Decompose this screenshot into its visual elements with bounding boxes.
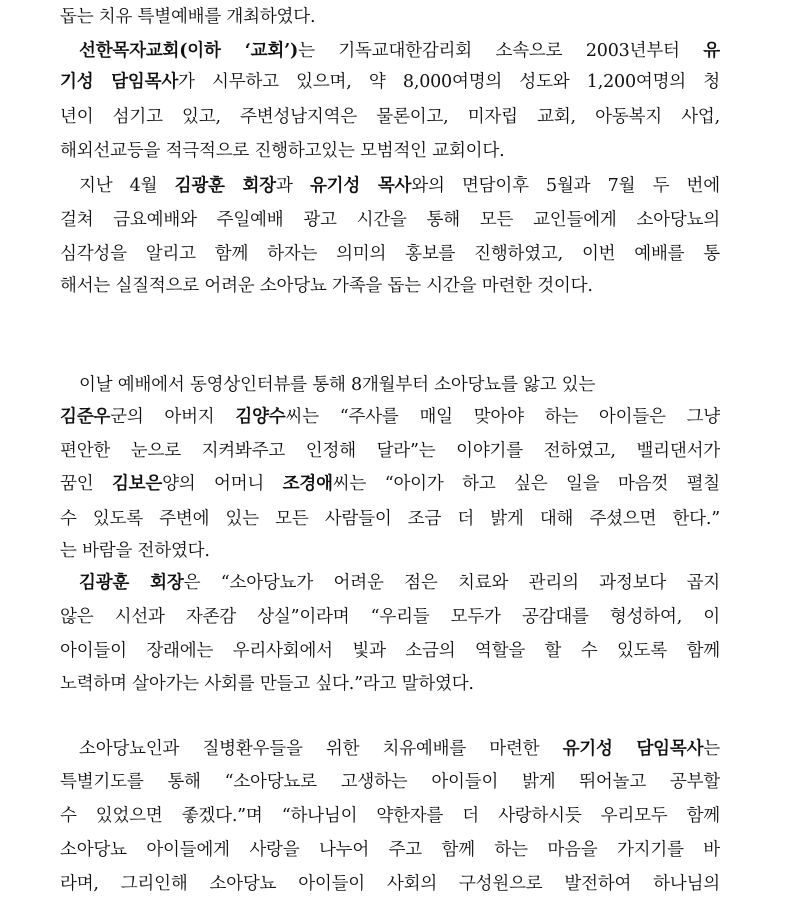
text: 편안한 눈으로 지켜봐주고 인정해 달라”는 이야기를 전하였고, 밸리댄서가 xyxy=(60,441,720,461)
text: 씨는 “주사를 매일 맞아야 하는 아이들은 그냥 xyxy=(285,407,720,427)
text: 않은 시선과 자존감 상실”이라며 “우리들 모두가 공감대를 형성하여, 이 xyxy=(60,607,720,627)
bold-mother-name: 조경애 xyxy=(282,474,333,494)
text: 는 바람을 전하였다. xyxy=(60,541,210,561)
paragraph-0-line-1 xyxy=(60,2,720,32)
text: 라며, 그리인해 소아당뇨 아이들이 사회의 구성원으로 발전하여 하나님의 xyxy=(60,874,720,894)
paragraph-2-line-1 xyxy=(60,171,720,201)
text: 걸쳐 금요예배와 주일예배 광고 시간을 통해 모든 교인들에게 소아당뇨의 xyxy=(60,210,720,230)
paragraph-4-line-2 xyxy=(60,602,720,632)
bold-chairman-name: 김광훈 회장 xyxy=(174,176,276,196)
text: 특별기도를 통해 “소아당뇨로 고생하는 아이들이 밝게 뛰어놀고 공부할 xyxy=(60,772,720,792)
paragraph-3-line-3 xyxy=(60,436,720,466)
bold-church-name: 선한목자교회(이하 ‘교회’) xyxy=(79,41,299,61)
bold-pastor-name: 유기성 목사 xyxy=(309,176,412,196)
paragraph-1-line-3 xyxy=(60,102,720,132)
bold-pastor-name: 유기성 담임목사 xyxy=(562,739,704,759)
paragraph-1-line-4 xyxy=(60,136,720,166)
paragraph-3-line-4 xyxy=(60,469,720,499)
paragraph-5-line-5 xyxy=(60,869,720,899)
text: 이날 예배에서 동영상인터뷰를 통해 8개월부터 소아당뇨를 앓고 있는 xyxy=(79,375,596,395)
paragraph-3-line-1 xyxy=(60,370,720,400)
paragraph-5-line-1 xyxy=(60,734,720,764)
paragraph-5-line-4 xyxy=(60,835,720,865)
text: 아이들이 장래에는 우리사회에서 빛과 소금의 역할을 할 수 있도록 함께 xyxy=(60,641,720,661)
paragraph-4-line-3 xyxy=(60,636,720,666)
text: 꿈인 xyxy=(60,474,94,494)
text: 지난 4월 xyxy=(79,176,158,196)
text: 는 xyxy=(703,739,720,759)
bold-pastor-name: 유 xyxy=(703,41,720,61)
bold-father-name: 김양수 xyxy=(235,407,286,427)
paragraph-3-line-5 xyxy=(60,504,720,534)
text: 양의 어머니 xyxy=(162,474,265,494)
paragraph-1-line-2 xyxy=(60,67,720,97)
text: 소아당뇨 아이들에게 사랑을 나누어 주고 함께 하는 마음을 가지기를 바 xyxy=(60,840,720,860)
text: 과 xyxy=(275,176,293,196)
text: 노력하며 살아가는 사회를 만들고 싶다.”라고 말하였다. xyxy=(60,674,474,694)
text: 는 기독교대한감리회 소속으로 2003년부터 xyxy=(298,41,680,61)
paragraph-5-line-3 xyxy=(60,801,720,831)
bold-child-name: 김보은 xyxy=(111,474,163,494)
text: 가 시무하고 있으며, 약 8,000여명의 성도와 1,200여명의 청 xyxy=(178,72,720,92)
paragraph-3-line-2 xyxy=(60,402,720,432)
text: 와의 면담이후 5월과 7월 두 번에 xyxy=(411,176,720,196)
paragraph-2-line-4 xyxy=(60,271,720,301)
text: 년이 섬기고 있고, 주변성남지역은 물론이고, 미자립 교회, 아동복지 사업, xyxy=(60,107,720,127)
bold-child-name: 김준우 xyxy=(60,407,111,427)
text: 해서는 실질적으로 어려운 소아당뇨 가족을 돕는 시간을 마련한 것이다. xyxy=(60,276,593,296)
paragraph-2-line-3 xyxy=(60,239,720,269)
text: 소아당뇨인과 질병환우들을 위한 치유예배를 마련한 xyxy=(79,739,540,759)
bold-pastor-name: 기성 담임목사 xyxy=(60,72,179,92)
paragraph-2-line-2 xyxy=(60,205,720,235)
text: 수 있도록 주변에 있는 모든 사람들이 조금 더 밝게 대해 주셨으면 한다.” xyxy=(60,509,720,529)
text: 수 있었으면 좋겠다.”며 “하나님이 약한자를 더 사랑하시듯 우리모두 함께 xyxy=(60,806,720,826)
paragraph-3-line-6 xyxy=(60,536,720,566)
paragraph-5-line-2 xyxy=(60,767,720,797)
text: 은 “소아당뇨가 어려운 점은 치료와 관리의 과정보다 곱지 xyxy=(183,573,720,593)
text: 돕는 치유 특별예배를 개최하였다. xyxy=(60,7,316,27)
paragraph-4-line-4 xyxy=(60,669,720,699)
bold-chairman-name: 김광훈 회장 xyxy=(79,573,184,593)
text: 군의 아버지 xyxy=(110,407,215,427)
paragraph-4-line-1 xyxy=(60,568,720,598)
text: 씨는 “아이가 하고 싶은 일을 마음껏 펼칠 xyxy=(332,474,720,494)
paragraph-1-line-1 xyxy=(60,36,720,66)
text: 해외선교등을 적극적으로 진행하고있는 모범적인 교회이다. xyxy=(60,141,505,161)
text: 심각성을 알리고 함께 하자는 의미의 홍보를 진행하였고, 이번 예배를 통 xyxy=(60,244,720,264)
